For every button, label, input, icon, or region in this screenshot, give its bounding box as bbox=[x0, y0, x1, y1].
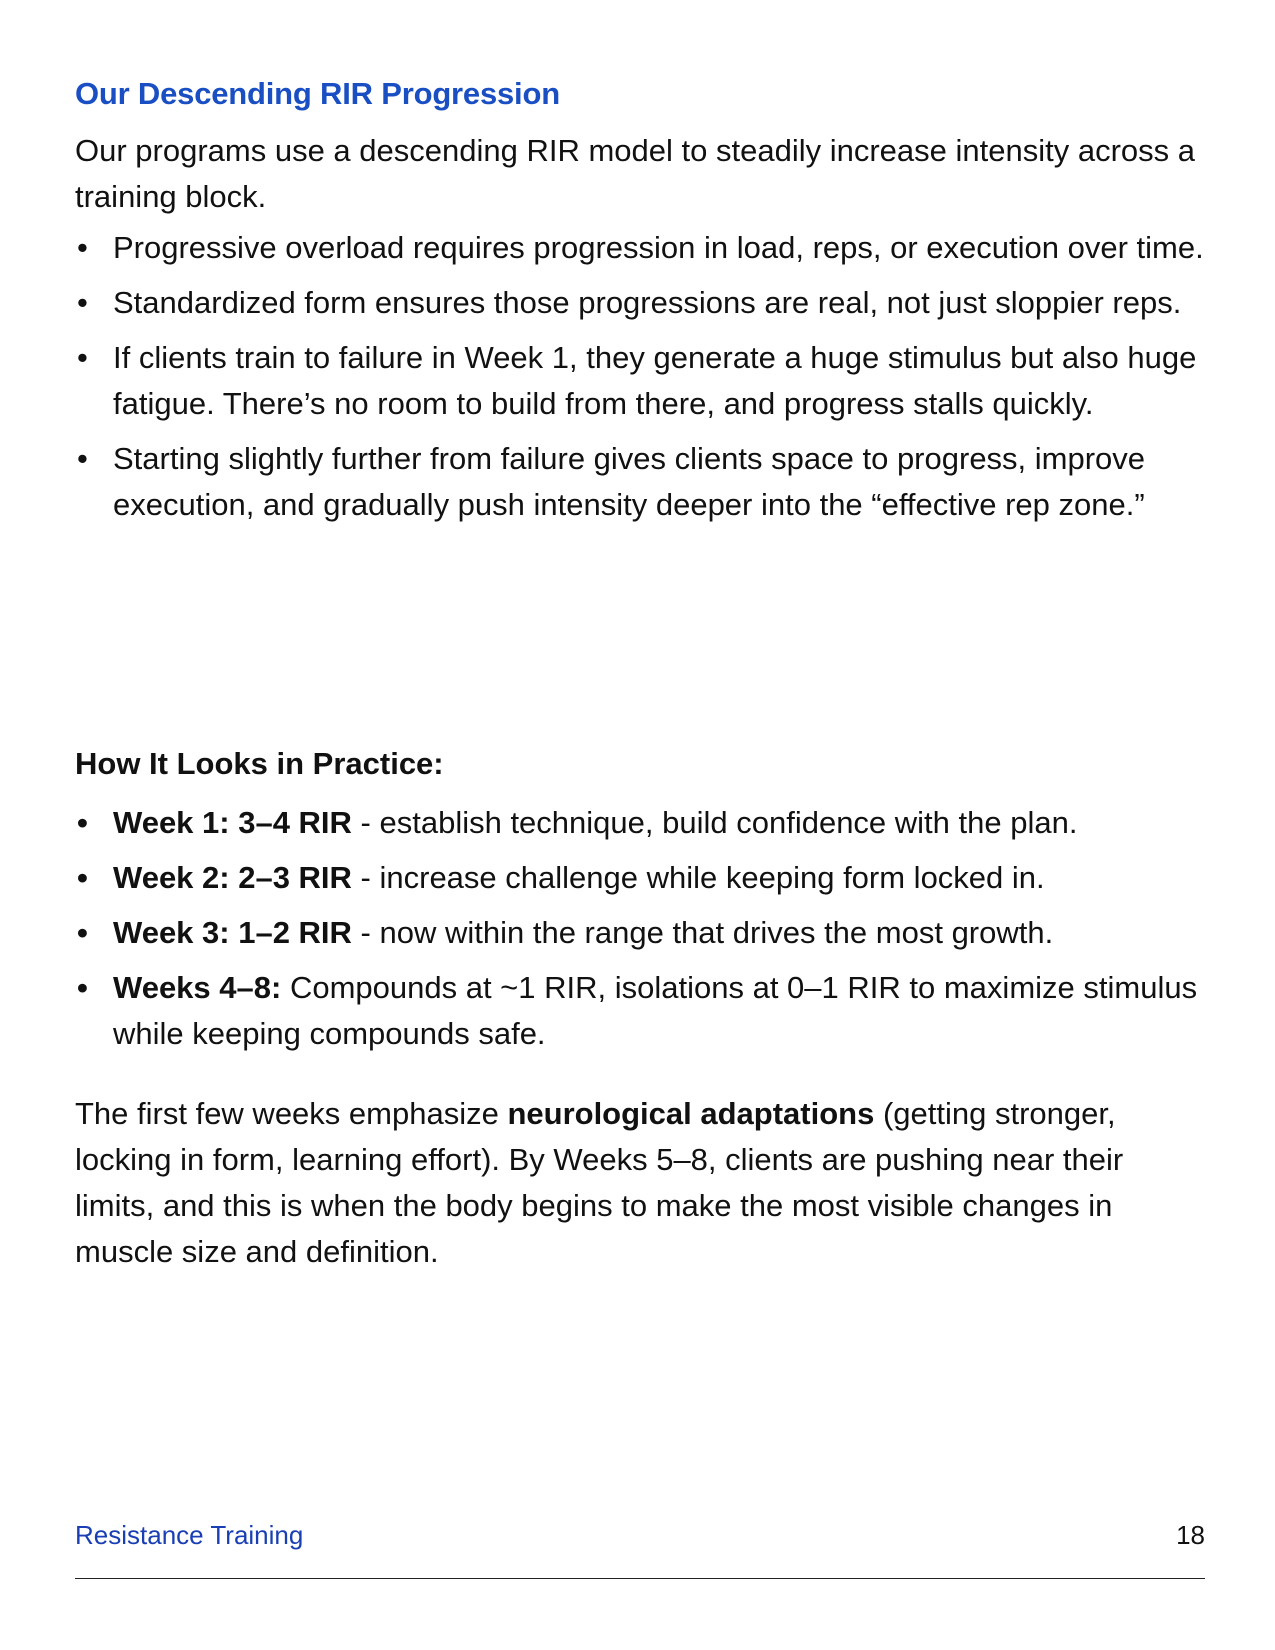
bullet-icon: • bbox=[77, 441, 88, 476]
week-description: - establish technique, build confidence with the plan. bbox=[351, 805, 1078, 840]
week-label: Weeks 4–8: bbox=[113, 970, 282, 1005]
week-description: Compounds at ~1 RIR, isolations at 0–1 RIR to maximize stimulus while keeping compounds safe. bbox=[113, 970, 1198, 1051]
list-item bbox=[75, 335, 1205, 427]
list-item bbox=[75, 280, 1205, 326]
bullet-icon: • bbox=[77, 860, 88, 895]
bullet-icon: • bbox=[77, 285, 88, 320]
week-label: Week 1: 3–4 RIR bbox=[113, 805, 352, 840]
bullet-text: Starting slightly further from failure gives clients space to progress, improve execution, and gradually push intensity deeper into the “effective rep zone.” bbox=[113, 441, 1146, 522]
overload-bullet-list bbox=[75, 225, 1205, 537]
summary-paragraph bbox=[75, 1091, 1205, 1275]
week-label: Week 3: 1–2 RIR bbox=[113, 915, 352, 950]
list-item bbox=[75, 910, 1205, 956]
list-item bbox=[75, 965, 1205, 1057]
list-item bbox=[75, 800, 1205, 846]
bullet-icon: • bbox=[77, 230, 88, 265]
intro-paragraph: Our programs use a descending RIR model to steadily increase intensity across a training block. bbox=[75, 133, 1195, 214]
footer-document-title: Resistance Training bbox=[75, 1520, 304, 1550]
bullet-text: If clients train to failure in Week 1, they generate a huge stimulus but also huge fatigue. There’s no room to build from there, and progress stalls quickly. bbox=[113, 340, 1197, 421]
week-description: - increase challenge while keeping form locked in. bbox=[351, 860, 1045, 895]
bullet-icon: • bbox=[77, 805, 88, 840]
page-number: 18 bbox=[1176, 1520, 1205, 1550]
summary-emphasis: neurological adaptations bbox=[507, 1096, 875, 1131]
bullet-icon: • bbox=[77, 340, 88, 375]
summary-text-start: The first few weeks emphasize bbox=[75, 1096, 508, 1131]
list-item bbox=[75, 855, 1205, 901]
practice-heading: How It Looks in Practice: bbox=[75, 746, 444, 781]
bullet-text: Standardized form ensures those progressions are real, not just sloppier reps. bbox=[113, 285, 1182, 320]
summary-text-end: (getting stronger, locking in form, learning effort). By Weeks 5–8, clients are pushing near their limits, and this is when the body begins to make the most visible changes in muscle size and definition. bbox=[75, 1096, 1124, 1269]
week-description: - now within the range that drives the most growth. bbox=[351, 915, 1054, 950]
bullet-icon: • bbox=[77, 970, 88, 1005]
list-item bbox=[75, 225, 1205, 271]
week-label: Week 2: 2–3 RIR bbox=[113, 860, 352, 895]
bullet-text: Progressive overload requires progression in load, reps, or execution over time. bbox=[113, 230, 1204, 265]
practice-bullet-list bbox=[75, 800, 1205, 1066]
section-title: Our Descending RIR Progression bbox=[75, 76, 560, 111]
list-item bbox=[75, 436, 1205, 528]
document-page bbox=[75, 0, 1205, 1650]
page-footer bbox=[75, 1520, 1205, 1560]
footer-divider bbox=[75, 1578, 1205, 1579]
bullet-icon: • bbox=[77, 915, 88, 950]
